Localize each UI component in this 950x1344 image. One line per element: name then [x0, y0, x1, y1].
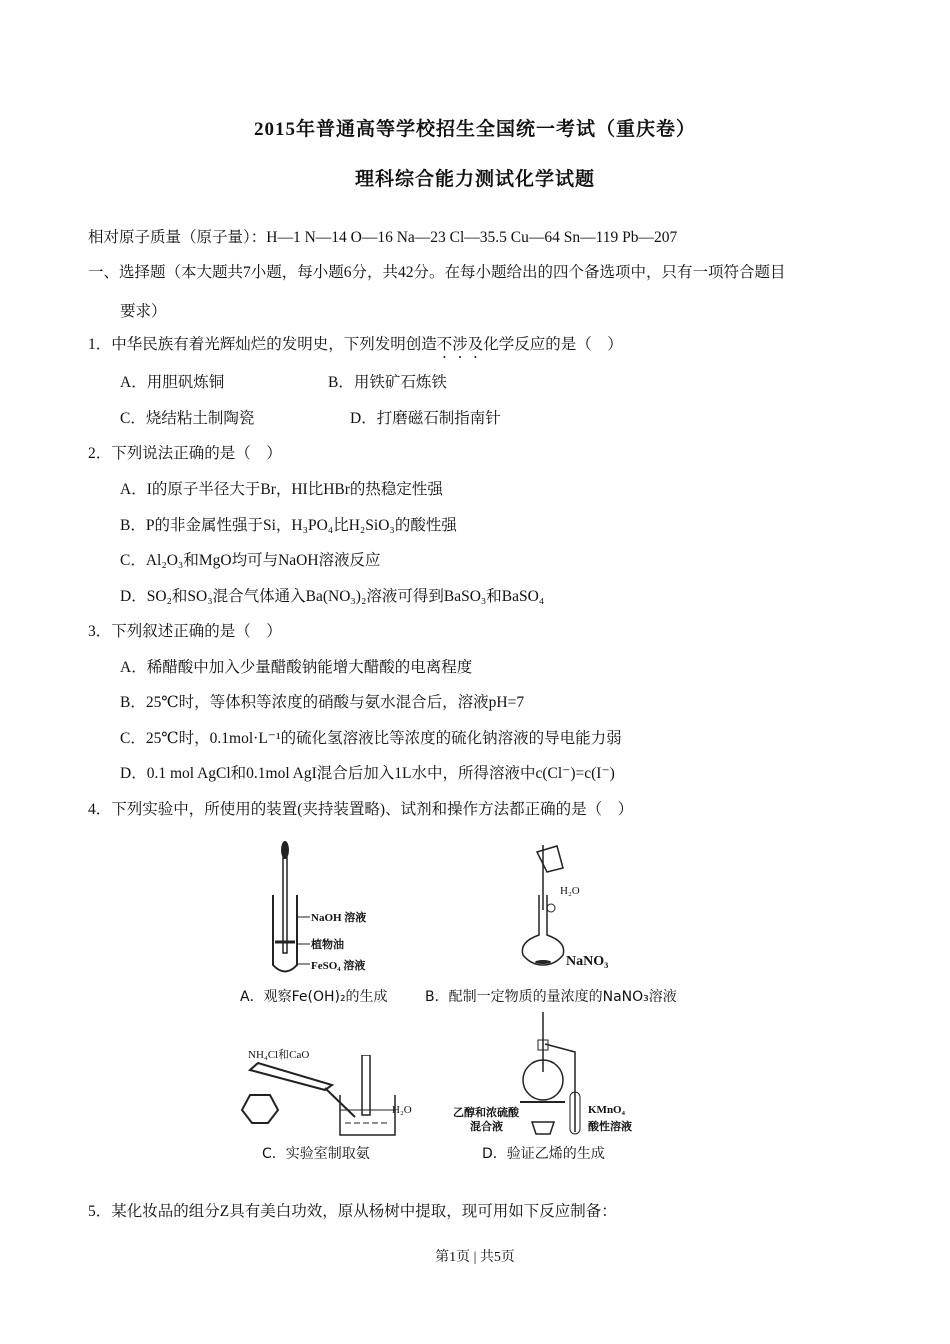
question-1-stem	[88, 335, 623, 362]
label-feso4: FeSO₄ 溶液	[311, 960, 366, 972]
q3-option-b: B．25℃时，等体积等浓度的硝酸与氨水混合后，溶液pH=7	[120, 694, 525, 711]
figure-c-ammonia-apparatus	[240, 1055, 410, 1140]
q2-option-a: A．I的原子半径大于Br，HI比HBr的热稳定性强	[120, 481, 443, 498]
q2-option-c: C．Al₂O₃和MgO均可与NaOH溶液反应	[120, 552, 381, 569]
section-heading: 一、选择题（本大题共7小题，每小题6分，共42分。在每小题给出的四个备选项中，只有一项符合题目	[88, 264, 786, 281]
q3-option-c: C．25℃时，0.1mol·L⁻¹的硫化氢溶液比等浓度的硫化钠溶液的导电能力弱	[120, 730, 622, 747]
atomic-masses: 相对原子质量（原子量）：H—1 N—14 O—16 Na—23 Cl—35.5 Cu—64 Sn—119 Pb—207	[88, 229, 678, 246]
label-kmno4: KMnO₄	[588, 1104, 625, 1116]
figure-b-volumetric-flask	[505, 840, 585, 970]
question-3-stem: 3．下列叙述正确的是（ ）	[88, 623, 282, 640]
q1-option-c: C．烧结粘土制陶瓷	[120, 410, 255, 427]
label-nh4cl-cao: NH₄Cl和CaO	[248, 1049, 310, 1061]
question-4-stem: 4．下列实验中，所使用的装置(夹持装置略)、试剂和操作方法都正确的是（ ）	[88, 801, 634, 818]
q3-option-d: D．0.1 mol AgCl和0.1mol AgI混合后加入1L水中，所得溶液中c(Cl⁻)=c(I⁻)	[120, 765, 615, 782]
page-footer: 第1页 | 共5页	[435, 1250, 515, 1265]
stem-part: 1．中华民族有着光辉灿烂的发明史，下列发明创造	[88, 336, 437, 353]
question-5-stem: 5．某化妆品的组分Z具有美白功效，原从杨树中提取，现可用如下反应制备：	[88, 1203, 617, 1220]
emphasized-text: 不涉及	[436, 336, 484, 353]
exam-subtitle: 理科综合能力测试化学试题	[354, 169, 595, 190]
q1-option-b: B．用铁矿石炼铁	[328, 374, 447, 391]
flask-drawing	[505, 840, 585, 970]
stem-part: 化学反应的是（ ）	[483, 336, 623, 353]
question-2-stem: 2．下列说法正确的是（ ）	[88, 445, 282, 462]
ammonia-drawing	[240, 1055, 410, 1140]
caption-b: B．配制一定物质的量浓度的NaNO₃溶液	[425, 989, 677, 1005]
q2-option-b: B．P的非金属性强于Si，H₃PO₄比H₂SiO₃的酸性强	[120, 517, 457, 534]
caption-d: D．验证乙烯的生成	[482, 1146, 605, 1162]
caption-c: C．实验室制取氨	[262, 1146, 370, 1162]
q2-option-d: D．SO₂和SO₃混合气体通入Ba(NO₃)₂溶液可得到BaSO₃和BaSO₄	[120, 588, 545, 605]
label-naoh: NaOH 溶液	[311, 912, 367, 924]
q3-option-a: A．稀醋酸中加入少量醋酸钠能增大醋酸的电离程度	[120, 659, 473, 676]
label-acidic-solution: 酸性溶液	[588, 1121, 632, 1133]
label-h2o-c: H₂O	[392, 1104, 412, 1116]
section-heading-cont: 要求）	[120, 303, 167, 320]
label-nano3: NaNO₃	[566, 954, 609, 969]
label-oil: 植物油	[311, 939, 344, 951]
caption-a: A．观察Fe(OH)₂的生成	[240, 989, 388, 1005]
q1-option-d: D．打磨磁石制指南针	[350, 410, 501, 427]
exam-title: 2015年普通高等学校招生全国统一考试（重庆卷）	[253, 119, 696, 140]
label-ethanol-acid: 乙醇和浓硫酸	[453, 1107, 519, 1119]
label-h2o: H₂O	[560, 885, 580, 897]
q1-option-a: A．用胆矾炼铜	[120, 374, 225, 391]
label-mixture: 混合液	[470, 1121, 503, 1133]
